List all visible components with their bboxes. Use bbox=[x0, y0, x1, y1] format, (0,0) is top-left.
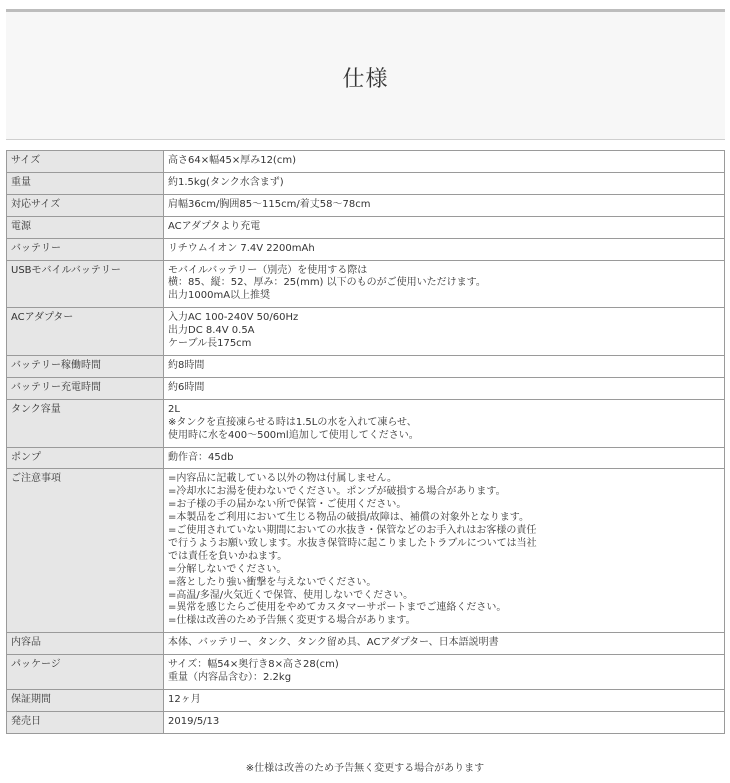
spec-row bbox=[7, 194, 725, 216]
spec-label: 発売日 bbox=[7, 711, 164, 733]
spec-value-line: =内容品に記載している以外の物は付属しません。 bbox=[168, 473, 397, 485]
page-title: 仕様 bbox=[342, 67, 389, 92]
spec-value-line: 2L bbox=[168, 403, 180, 415]
spec-table bbox=[6, 150, 725, 734]
spec-value bbox=[164, 355, 725, 377]
spec-row bbox=[7, 238, 725, 260]
spec-value-line: 12ヶ月 bbox=[168, 694, 201, 705]
footnote: ※仕様は改善のため予告無く変更する場合があります bbox=[245, 763, 485, 774]
spec-row bbox=[7, 690, 725, 712]
spec-label: パッケージ bbox=[7, 655, 164, 690]
spec-value-line: 出力DC 8.4V 0.5A bbox=[168, 325, 255, 337]
spec-value-line: で行うようお願い致します。水抜き保管時に起こりましたトラブルについては当社 bbox=[168, 537, 537, 549]
spec-value-line: 肩幅36cm/胸囲85～115cm/着丈58～78cm bbox=[168, 198, 371, 210]
spec-value-line: では責任を負いかねます。 bbox=[168, 550, 288, 562]
spec-value-line: =分解しないでください。 bbox=[168, 563, 287, 575]
spec-value-line: 使用時に水を400～500ml追加して使用してください。 bbox=[168, 429, 419, 441]
spec-label: バッテリー充電時間 bbox=[7, 377, 164, 399]
spec-value-line: サイズ：幅54×奥行き8×高さ28(cm) bbox=[168, 659, 339, 671]
spec-table-body bbox=[7, 151, 725, 734]
spec-value bbox=[164, 447, 725, 469]
spec-row bbox=[7, 151, 725, 173]
spec-value bbox=[164, 377, 725, 399]
spec-row bbox=[7, 260, 725, 308]
spec-value bbox=[164, 151, 725, 173]
spec-value bbox=[164, 399, 725, 447]
spec-value bbox=[164, 238, 725, 260]
spec-value-line: =冷却水にお湯を使わないでください。ポンプが破損する場合があります。 bbox=[168, 486, 506, 498]
spec-value-line: 入力AC 100-240V 50/60Hz bbox=[168, 312, 299, 324]
spec-row bbox=[7, 399, 725, 447]
spec-value-line: 出力1000mA以上推奨 bbox=[168, 290, 271, 302]
spec-label: タンク容量 bbox=[7, 399, 164, 447]
spec-value-line: =ご使用されていない期間においての水抜き・保管などのお手入れはお客様の責任 bbox=[168, 525, 537, 537]
spec-value bbox=[164, 216, 725, 238]
spec-value bbox=[164, 711, 725, 733]
spec-row bbox=[7, 655, 725, 690]
spec-row bbox=[7, 711, 725, 733]
spec-value-line: =仕様は改善のため予告無く変更する場合があります。 bbox=[168, 615, 416, 627]
spec-value-line: モバイルバッテリー（別売）を使用する際は bbox=[168, 264, 368, 276]
spec-value bbox=[164, 260, 725, 308]
spec-label: バッテリー bbox=[7, 238, 164, 260]
spec-label: ご注意事項 bbox=[7, 469, 164, 633]
spec-value-line: =異常を感じたらご使用をやめてカスタマーサポートまでご連絡ください。 bbox=[168, 602, 507, 614]
spec-label: 対応サイズ bbox=[7, 194, 164, 216]
spec-value-line: リチウムイオン 7.4V 2200mAh bbox=[168, 242, 315, 254]
spec-row bbox=[7, 377, 725, 399]
spec-value-line: ケーブル長175cm bbox=[168, 338, 252, 350]
spec-label: サイズ bbox=[7, 151, 164, 173]
spec-label: 重量 bbox=[7, 172, 164, 194]
spec-row bbox=[7, 469, 725, 633]
spec-value-line: ACアダプタより充電 bbox=[168, 220, 261, 232]
spec-value bbox=[164, 469, 725, 633]
spec-value-line: 動作音：45db bbox=[168, 451, 234, 463]
spec-row bbox=[7, 633, 725, 655]
spec-value bbox=[164, 194, 725, 216]
spec-row bbox=[7, 216, 725, 238]
spec-row bbox=[7, 447, 725, 469]
spec-value bbox=[164, 172, 725, 194]
spec-value-line: 横：85、縦：52、厚み：25(mm) 以下のものがご使用いただけます。 bbox=[168, 277, 486, 289]
spec-value-line: =高温/多湿/火気近くで保管、使用しないでください。 bbox=[168, 589, 414, 601]
spec-label: ACアダプター bbox=[7, 308, 164, 356]
spec-value bbox=[164, 690, 725, 712]
spec-label: 内容品 bbox=[7, 633, 164, 655]
spec-value-line: 高さ64×幅45×厚み12(cm) bbox=[168, 155, 296, 166]
spec-value bbox=[164, 308, 725, 356]
spec-row bbox=[7, 355, 725, 377]
spec-label: USBモバイルバッテリー bbox=[7, 260, 164, 308]
spec-label: 保証期間 bbox=[7, 690, 164, 712]
spec-row bbox=[7, 172, 725, 194]
spec-label: ポンプ bbox=[7, 447, 164, 469]
spec-value-line: 約1.5kg(タンク水含まず) bbox=[168, 176, 284, 188]
spec-value-line: 2019/5/13 bbox=[168, 715, 220, 727]
spec-value-line: =落としたり強い衝撃を与えないでください。 bbox=[168, 576, 377, 588]
spec-value-line: =お子様の手の届かない所で保管・ご使用ください。 bbox=[168, 499, 407, 511]
spec-value-line: ※タンクを直接凍らせる時は1.5Lの水を入れて凍らせ、 bbox=[168, 416, 417, 428]
spec-value-line: 本体、バッテリー、タンク、タンク留め具、ACアダプター、日本語説明書 bbox=[168, 637, 499, 649]
spec-value-line: 約8時間 bbox=[168, 359, 205, 371]
spec-value bbox=[164, 655, 725, 690]
spec-header bbox=[6, 12, 725, 140]
spec-row bbox=[7, 308, 725, 356]
spec-value-line: 約6時間 bbox=[168, 381, 205, 393]
spec-label: バッテリー稼働時間 bbox=[7, 355, 164, 377]
spec-label: 電源 bbox=[7, 216, 164, 238]
spec-value-line: =本製品をご利用において生じる物品の破損/故障は、補償の対象外となります。 bbox=[168, 512, 529, 524]
spec-value bbox=[164, 633, 725, 655]
spec-value-line: 重量（内容品含む）：2.2kg bbox=[168, 672, 292, 684]
